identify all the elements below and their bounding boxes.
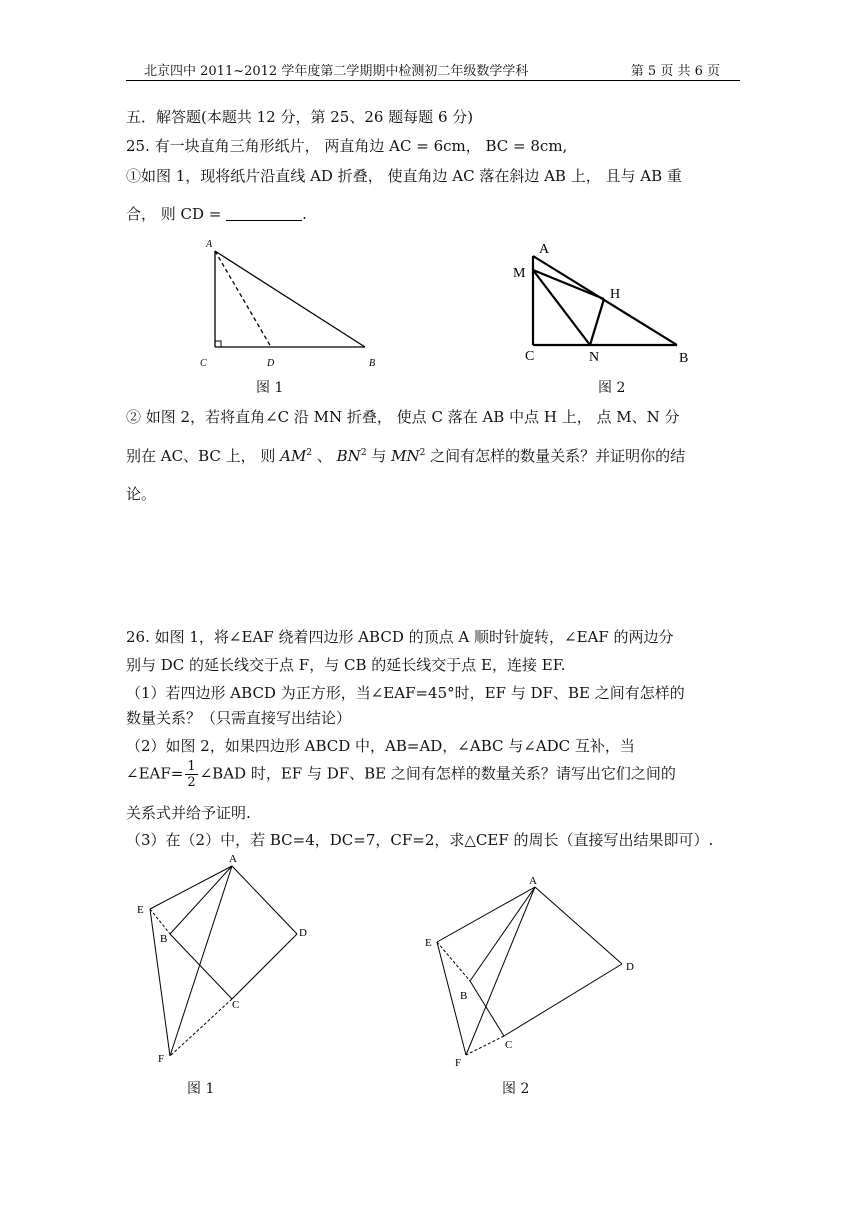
exponent: 2 xyxy=(360,448,367,458)
label-D: D xyxy=(626,961,634,973)
label-E: E xyxy=(137,904,144,916)
segment-AE xyxy=(437,887,535,942)
text-fragment: ∠EAF= xyxy=(126,764,184,783)
q25-part2-line1: ② 如图 2，若将直角∠C 沿 MN 折叠， 使点 C 落在 AB 中点 H 上， 点 M、N 分 xyxy=(126,408,680,426)
label-C: C xyxy=(200,358,207,369)
label-M: M xyxy=(513,266,526,281)
text-fragment: 、 xyxy=(312,447,337,465)
header-page-number: 第 5 页 共 6 页 xyxy=(630,64,720,79)
fraction-denominator: 2 xyxy=(187,775,196,790)
label-A: A xyxy=(539,242,550,257)
q25-part2-line3: 论。 xyxy=(126,485,157,503)
segment-AD xyxy=(535,887,622,964)
label-C: C xyxy=(232,999,240,1011)
label-F: F xyxy=(158,1053,165,1065)
label-B: B xyxy=(679,351,689,366)
q25-part1-line1: ①如图 1，现将纸片沿直线 AD 折叠， 使直角边 AC 落在斜边 AB 上， 且与 AB 重 xyxy=(126,167,682,185)
label-B: B xyxy=(369,358,376,369)
q26-line4: 数量关系？（只需直接写出结论） xyxy=(126,709,352,727)
label-C: C xyxy=(525,349,535,364)
label-B: B xyxy=(160,933,168,945)
text-fragment: 别在 AC、BC 上， 则 xyxy=(126,447,281,465)
q26-fig1-caption: 图 1 xyxy=(187,1081,215,1097)
section-title: 五．解答题(本题共 12 分，第 25、26 题每题 6 分) xyxy=(126,108,474,126)
segment-CF-dashed xyxy=(466,1036,504,1055)
label-D: D xyxy=(299,927,307,939)
q26-line3: （1）若四边形 ABCD 为正方形，当∠EAF=45°时，EF 与 DF、BE 之间有怎样的 xyxy=(126,684,685,702)
label-A: A xyxy=(529,875,537,887)
segment-CB xyxy=(470,981,504,1036)
label-E: E xyxy=(425,937,432,949)
segment-DC xyxy=(504,964,622,1036)
label-N: N xyxy=(589,350,600,365)
math-AM: AM xyxy=(280,447,307,465)
label-A: A xyxy=(229,853,237,865)
q25-part1-text: 合， 则 CD = xyxy=(126,205,227,223)
header-left: 北京四中 2011~2012 学年度第二学期期中检测初二年级数学学科 xyxy=(144,64,529,79)
math-BN: BN xyxy=(336,447,361,465)
q26-line5: （2）如图 2，如果四边形 ABCD 中，AB=AD，∠ABC 与∠ADC 互补，当 xyxy=(126,737,635,755)
q25-fig2-caption: 图 2 xyxy=(598,380,626,396)
q26-fig2-caption: 图 2 xyxy=(502,1081,530,1097)
q25-part1-period: . xyxy=(302,205,307,223)
text-fragment: ∠BAD 时，EF 与 DF、BE 之间有怎样的数量关系？请写出它们之间的 xyxy=(199,764,676,783)
q26-line7: 关系式并给予证明. xyxy=(126,804,251,822)
label-B: B xyxy=(460,990,468,1002)
label-A: A xyxy=(206,239,213,250)
q25-fig1-caption: 图 1 xyxy=(256,380,284,396)
q25-intro: 25. 有一块直角三角形纸片， 两直角边 AC = 6cm， BC = 8cm, xyxy=(126,137,568,155)
q26-line1: 26. 如图 1，将∠EAF 绕着四边形 ABCD 的顶点 A 顺时针旋转，∠EAF 的两边分 xyxy=(126,628,674,646)
label-D: D xyxy=(267,358,275,369)
label-F: F xyxy=(455,1057,462,1069)
label-C: C xyxy=(505,1039,513,1051)
q26-line8: （3）在（2）中，若 BC=4，DC=7，CF=2，求△CEF 的周长（直接写出结果即可）. xyxy=(126,831,714,849)
text-fragment: 之间有怎样的数量关系？并证明你的结 xyxy=(425,447,686,465)
exponent: 2 xyxy=(419,448,426,458)
exponent: 2 xyxy=(306,448,313,458)
label-H: H xyxy=(610,287,621,302)
q26-line2: 别与 DC 的延长线交于点 F，与 CB 的延长线交于点 E，连接 EF. xyxy=(126,656,566,674)
text-fragment: 与 xyxy=(366,447,392,465)
fraction-numerator: 1 xyxy=(187,759,196,774)
math-MN: MN xyxy=(391,447,420,465)
